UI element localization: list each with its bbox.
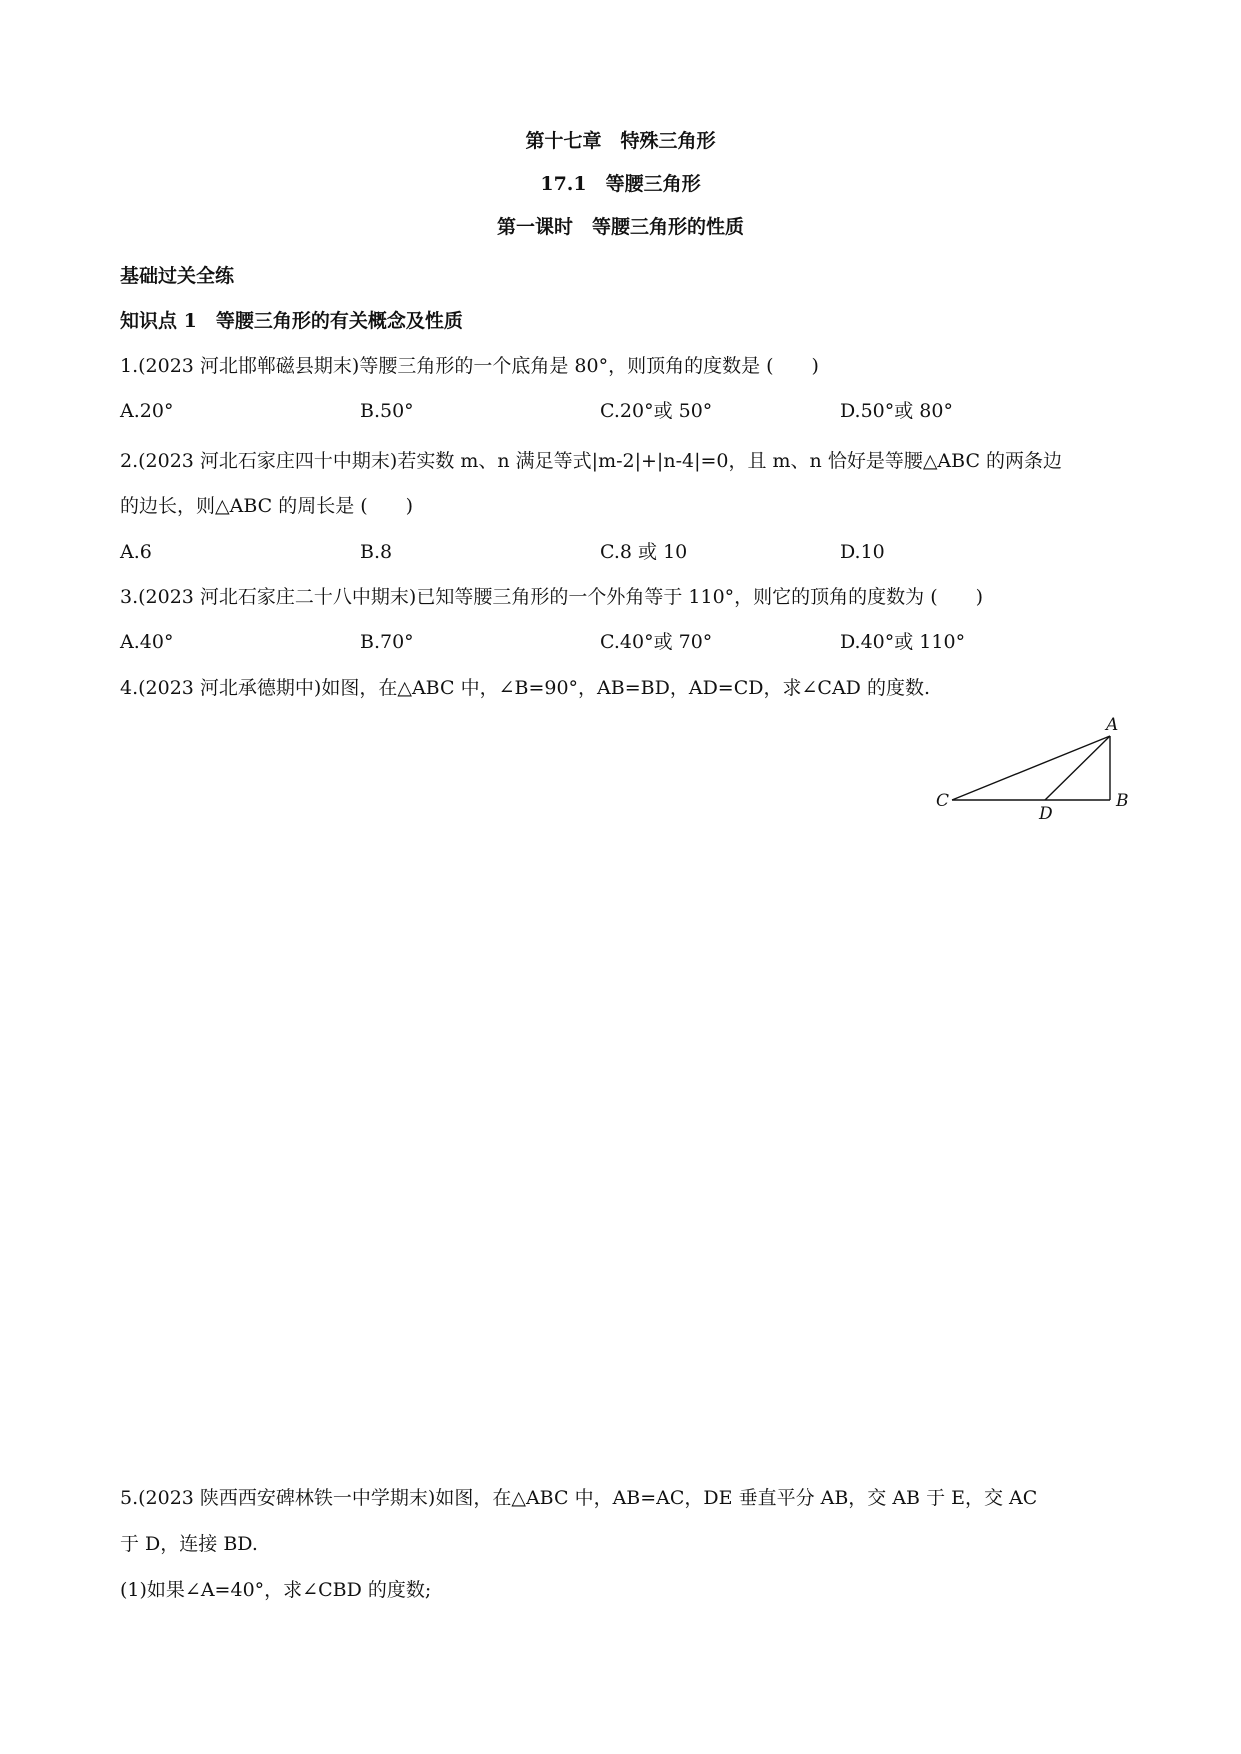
segment-ca xyxy=(952,736,1110,800)
question-4-line-1: 4.(2023 河北承德期中)如图，在△ABC 中，∠B=90°，AB=BD，AD=CD，求∠CAD 的度数. xyxy=(120,677,930,699)
question-2-line-2: 的边长，则△ABC 的周长是 ( ) xyxy=(120,495,414,517)
lesson-title: 第一课时 等腰三角形的性质 xyxy=(496,216,744,238)
question-2-option-d: D.10 xyxy=(840,541,885,563)
label-a: A xyxy=(1106,715,1119,735)
segment-ad xyxy=(1045,736,1110,800)
question-2-option-a: A.6 xyxy=(120,541,152,563)
practice-title: 基础过关全练 xyxy=(120,265,235,287)
question-3-option-a: A.40° xyxy=(120,631,174,653)
question-1-line-1: 1.(2023 河北邯郸磁县期末)等腰三角形的一个底角是 80°，则顶角的度数是 ( ) xyxy=(120,355,819,377)
knowledge-point-title: 知识点 1 等腰三角形的有关概念及性质 xyxy=(120,310,463,332)
question-3-option-d: D.40°或 110° xyxy=(840,631,966,653)
question-1-option-c: C.20°或 50° xyxy=(600,400,713,422)
label-c: C xyxy=(936,791,950,811)
question-1-option-d: D.50°或 80° xyxy=(840,400,953,422)
question-5-line-3: (1)如果∠A=40°，求∠CBD 的度数; xyxy=(120,1579,432,1601)
section-title xyxy=(0,170,1241,198)
label-d: D xyxy=(1039,804,1053,822)
question-2-line-1: 2.(2023 河北石家庄四十中期末)若实数 m、n 满足等式|m-2|+|n-4|=0，且 m、n 恰好是等腰△ABC 的两条边 xyxy=(120,450,1063,472)
label-b: B xyxy=(1116,791,1129,811)
question-1-option-b: B.50° xyxy=(360,400,414,422)
question-3-option-c: C.40°或 70° xyxy=(600,631,713,653)
triangle-figure xyxy=(930,712,1130,822)
question-2-option-c: C.8 或 10 xyxy=(600,541,688,563)
question-3-option-b: B.70° xyxy=(360,631,414,653)
chapter-title: 第十七章 特殊三角形 xyxy=(525,130,716,152)
question-5-line-1: 5.(2023 陕西西安碑林铁一中学期末)如图，在△ABC 中，AB=AC，DE 垂直平分 AB，交 AB 于 E，交 AC xyxy=(120,1487,1038,1509)
question-5-line-2: 于 D，连接 BD. xyxy=(120,1533,258,1555)
question-1-option-a: A.20° xyxy=(120,400,174,422)
section-title-text: 17.1 等腰三角形 xyxy=(540,173,701,195)
question-2-option-b: B.8 xyxy=(360,541,393,563)
question-3-line-1: 3.(2023 河北石家庄二十八中期末)已知等腰三角形的一个外角等于 110°，则它的顶角的度数为 ( ) xyxy=(120,586,984,608)
